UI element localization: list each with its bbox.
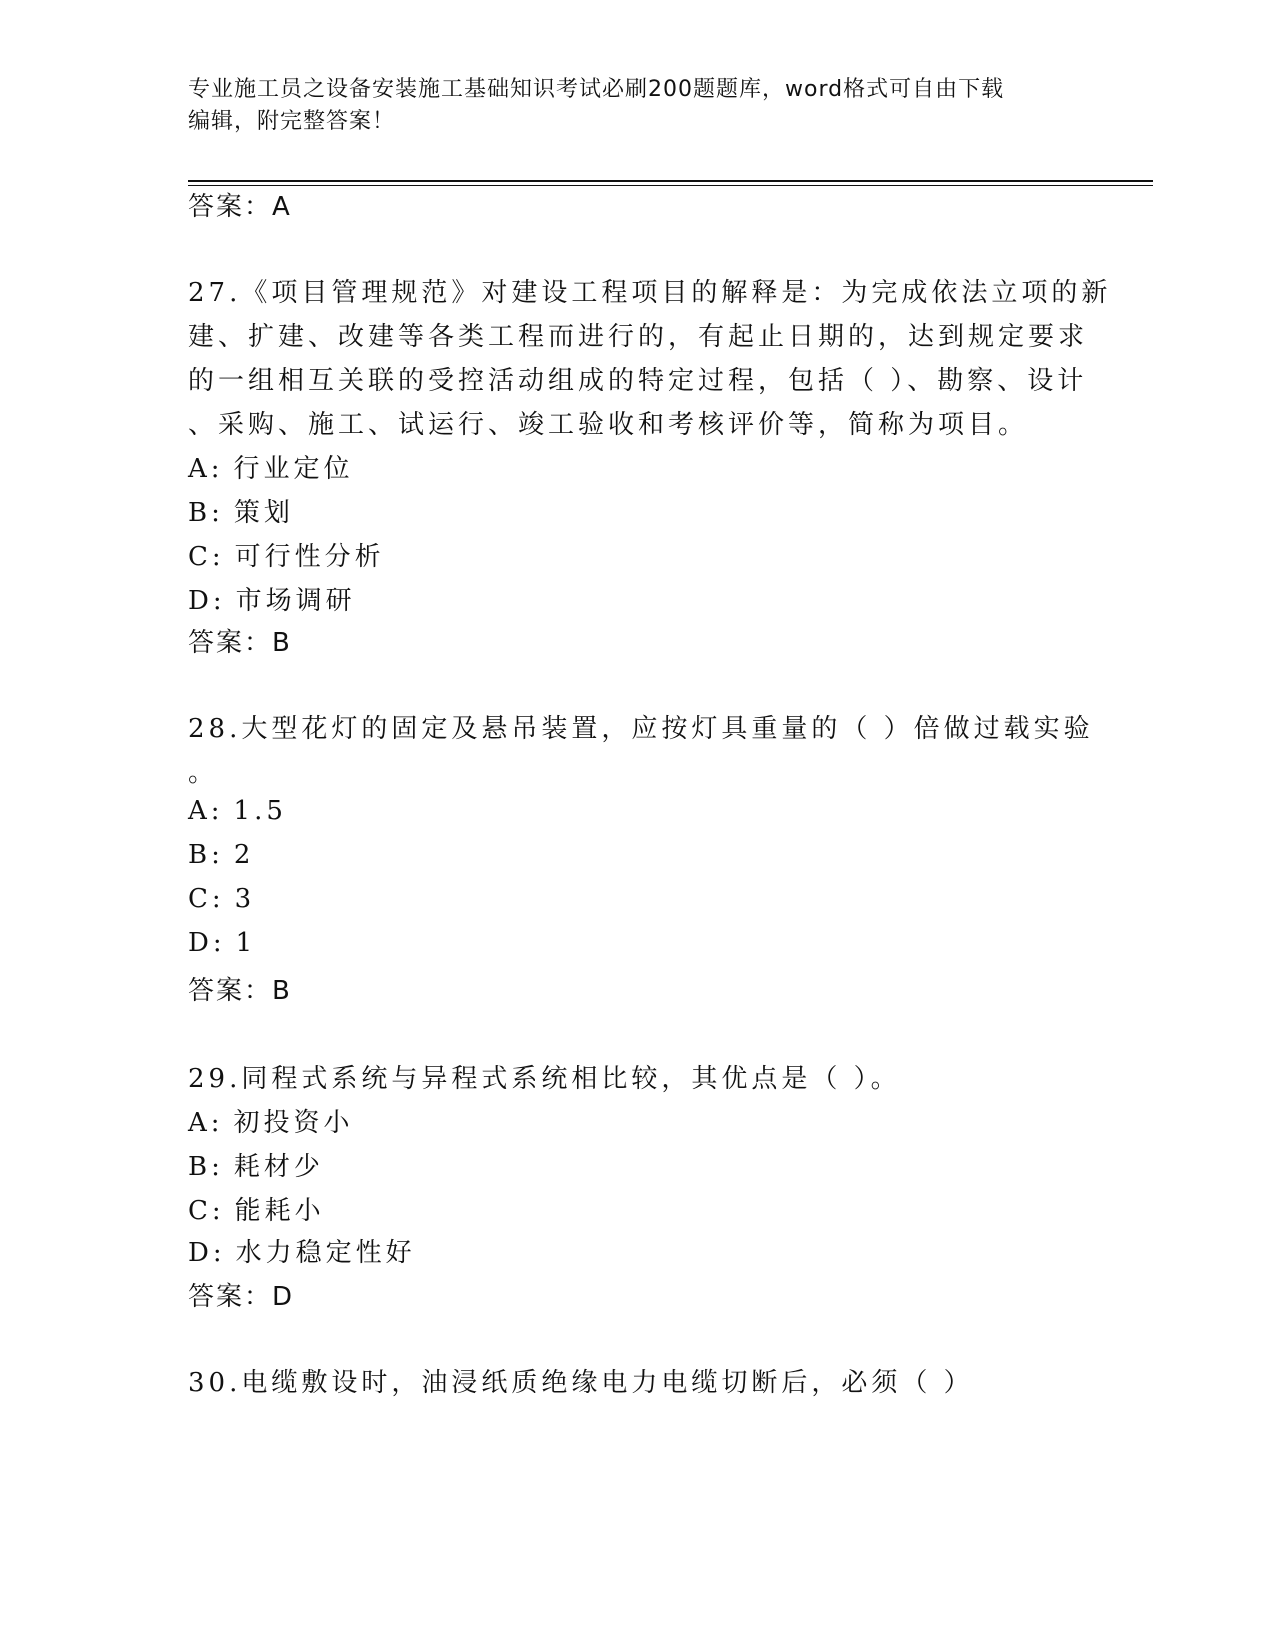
option-text: 水力稳定性好 xyxy=(235,1238,416,1268)
question-28-option-c xyxy=(188,884,255,914)
question-27-option-a xyxy=(188,448,354,485)
question-29-answer: 答案：D xyxy=(188,1282,295,1312)
option-text: 1.5 xyxy=(233,796,287,826)
option-text: 策划 xyxy=(233,498,294,528)
question-29-option-a xyxy=(188,1102,354,1139)
option-text: 初投资小 xyxy=(233,1108,354,1138)
question-30-line-1: 30.电缆敷设时，油浸纸质绝缘电力电缆切断后，必须（ ） xyxy=(188,1368,974,1398)
question-29-option-d xyxy=(188,1232,416,1269)
option-letter: A: xyxy=(188,796,224,826)
header-divider-thin xyxy=(188,185,1153,186)
header-line-2: 编辑，附完整答案！ xyxy=(188,109,396,134)
option-text: 2 xyxy=(233,840,255,870)
header-line-1: 专业施工员之设备安装施工基础知识考试必刷200题题库，word格式可自由下载 xyxy=(188,77,1005,102)
question-27-line-2: 建、扩建、改建等各类工程而进行的，有起止日期的，达到规定要求 xyxy=(188,322,1089,352)
option-text: 可行性分析 xyxy=(234,542,385,572)
previous-answer: 答案：A xyxy=(188,192,292,222)
question-27-option-c xyxy=(188,536,385,573)
option-letter: C: xyxy=(188,1196,225,1226)
question-27-line-4: 、采购、施工、试运行、竣工验收和考核评价等，简称为项目。 xyxy=(188,410,1029,440)
question-28-line-2: 。 xyxy=(188,758,219,788)
question-29-line-1: 29.同程式系统与异程式系统相比较，其优点是（ ）。 xyxy=(188,1064,901,1094)
header-divider xyxy=(188,180,1153,182)
question-28-line-1: 28.大型花灯的固定及悬吊装置，应按灯具重量的（ ）倍做过载实验 xyxy=(188,714,1094,744)
question-27-option-d xyxy=(188,580,356,617)
question-27-option-b xyxy=(188,492,294,529)
option-letter: C: xyxy=(188,542,225,572)
question-27-line-3: 的一组相互关联的受控活动组成的特定过程，包括（ ）、勘察、设计 xyxy=(188,366,1088,396)
option-letter: B: xyxy=(188,1152,224,1182)
option-letter: D: xyxy=(188,586,226,616)
option-letter: B: xyxy=(188,498,224,528)
option-letter: A: xyxy=(188,454,224,484)
question-28-option-a xyxy=(188,796,287,826)
question-29-option-c xyxy=(188,1190,325,1227)
question-28-option-b xyxy=(188,840,254,870)
question-27-answer: 答案：B xyxy=(188,628,292,658)
question-27-line-1: 27.《项目管理规范》对建设工程项目的解释是：为完成依法立项的新 xyxy=(188,278,1112,308)
option-letter: C: xyxy=(188,884,225,914)
option-letter: B: xyxy=(188,840,224,870)
question-28-option-d xyxy=(188,928,256,958)
option-text: 行业定位 xyxy=(233,454,354,484)
question-28-answer: 答案：B xyxy=(188,976,292,1006)
option-text: 耗材少 xyxy=(233,1152,324,1182)
option-letter: A: xyxy=(188,1108,224,1138)
option-letter: D: xyxy=(188,928,226,958)
option-letter: D: xyxy=(188,1238,226,1268)
option-text: 市场调研 xyxy=(235,586,356,616)
option-text: 3 xyxy=(234,884,256,914)
option-text: 能耗小 xyxy=(234,1196,325,1226)
question-29-option-b xyxy=(188,1146,324,1183)
option-text: 1 xyxy=(235,928,257,958)
document-header xyxy=(188,74,1088,138)
